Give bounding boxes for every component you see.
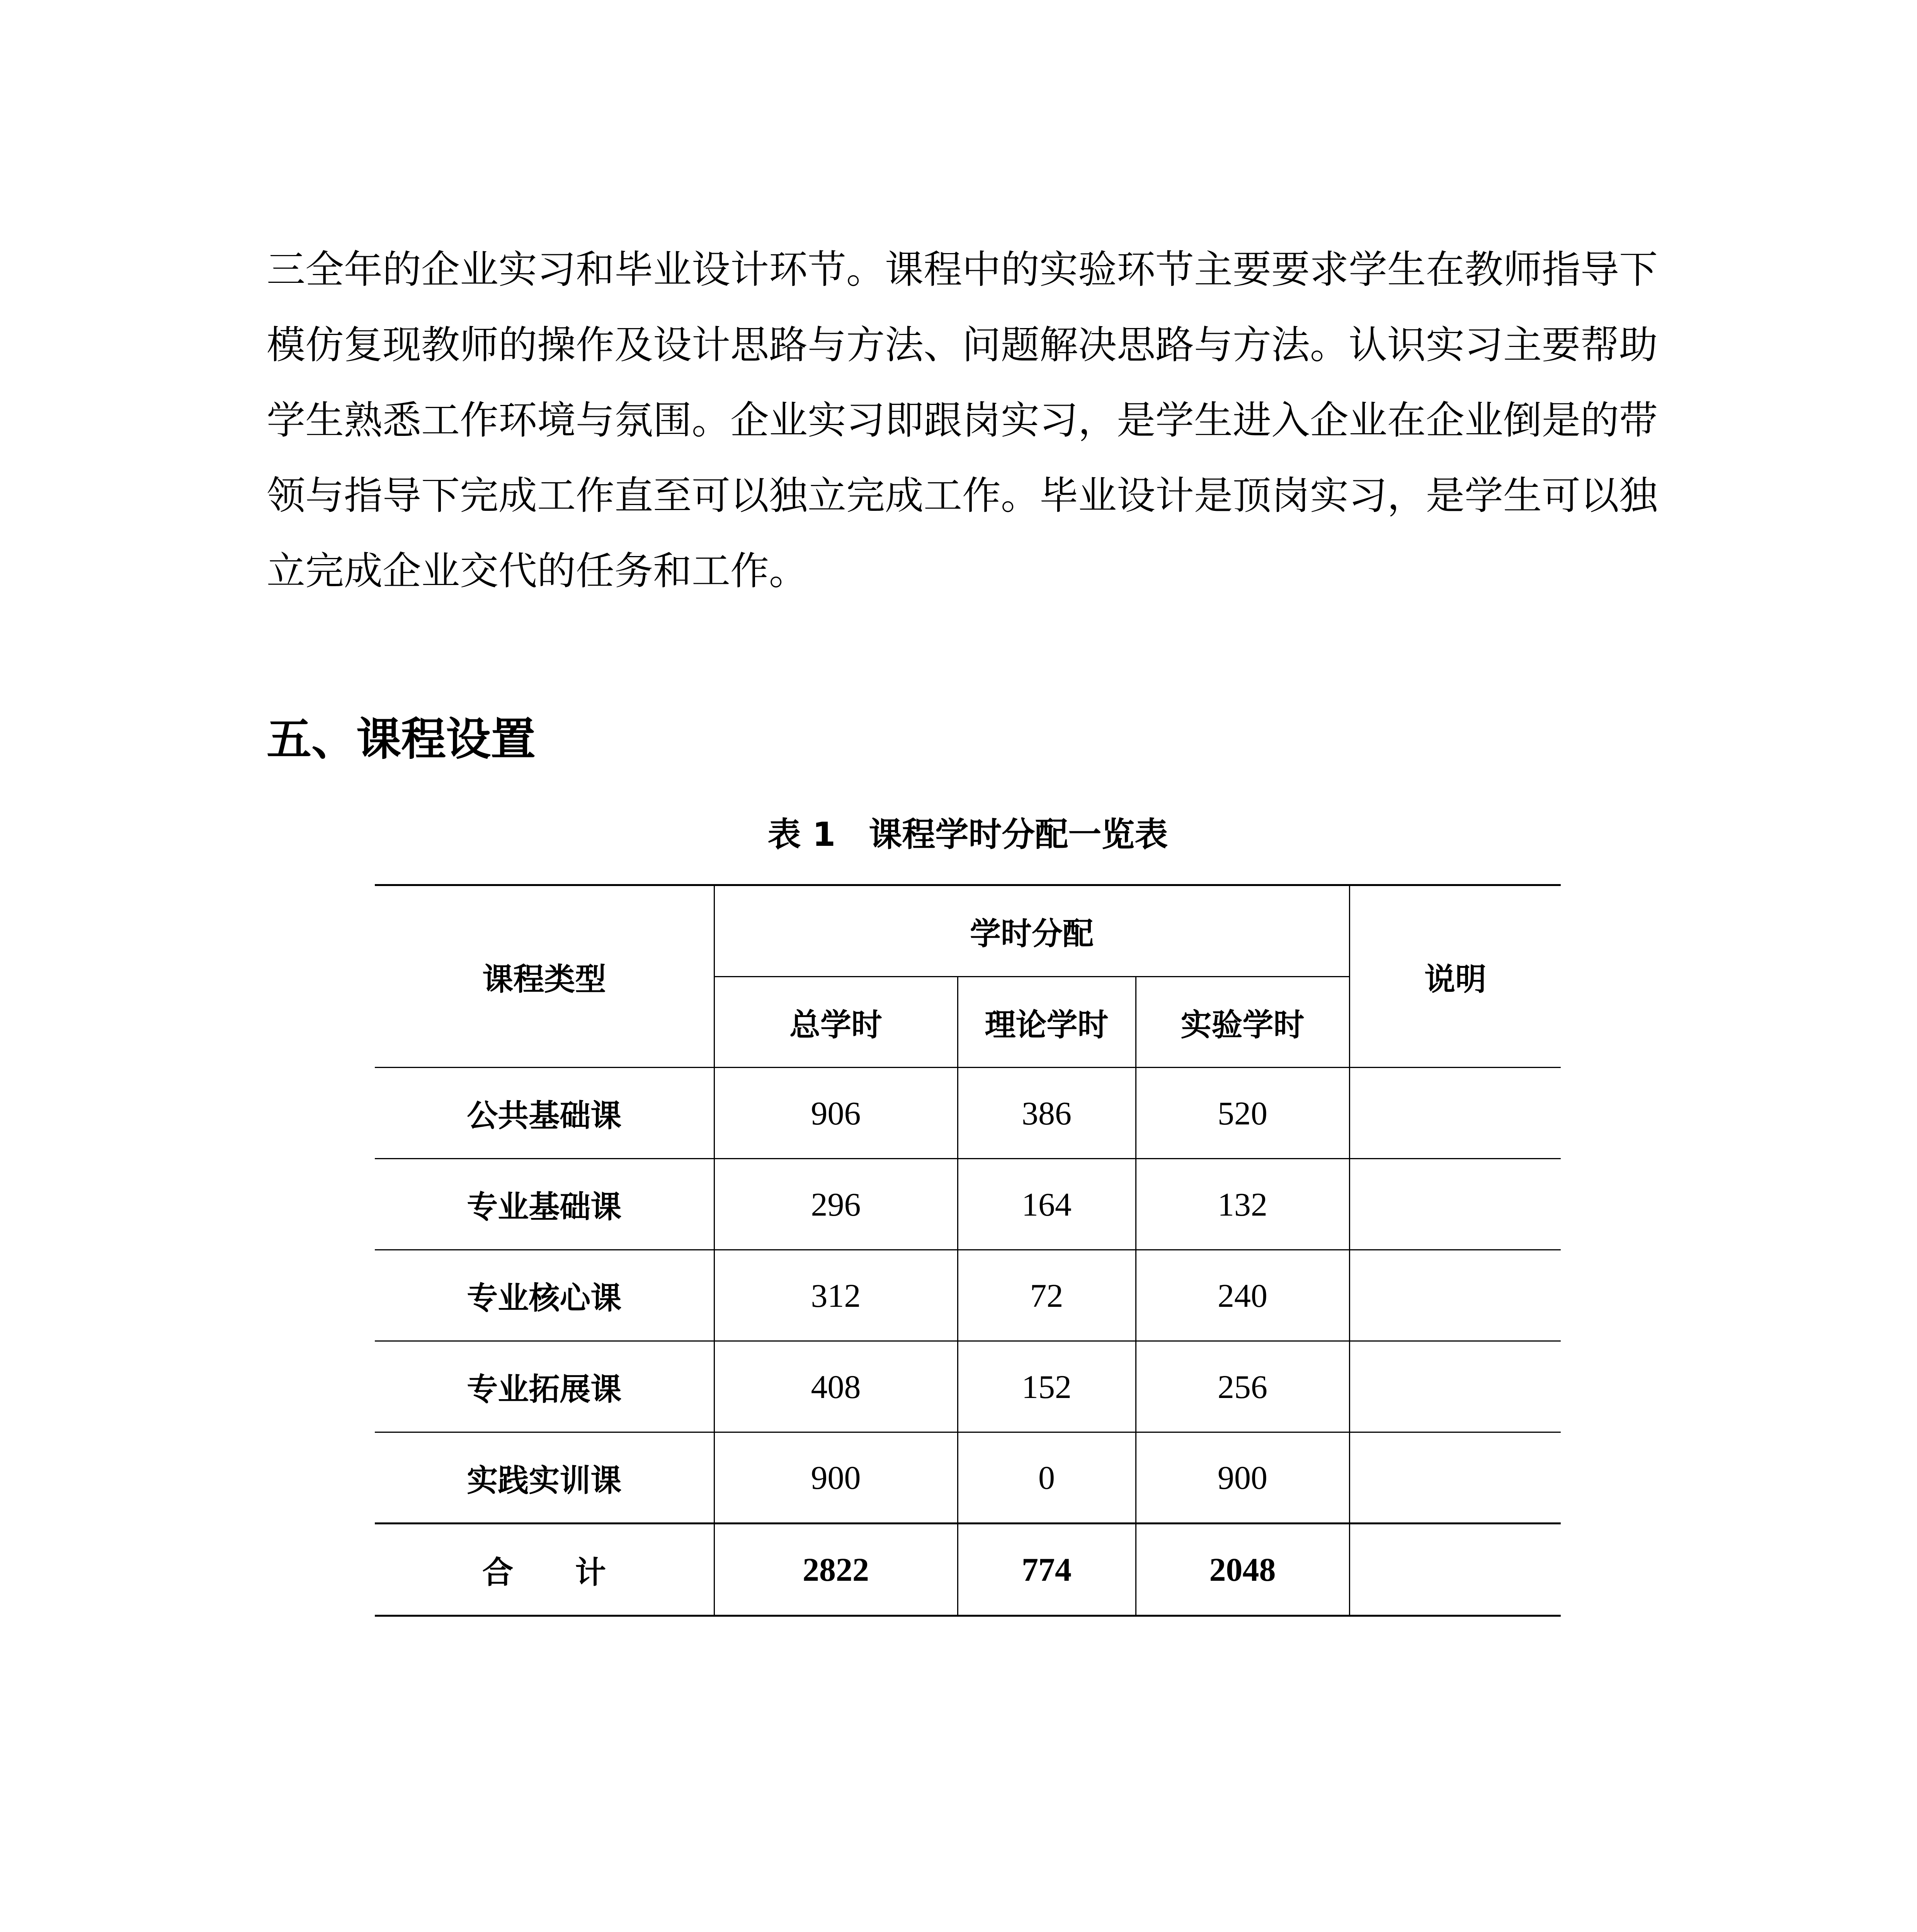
lab-hours-sum: 2048 [1136, 1524, 1349, 1616]
cell-theory-hours: 152 [958, 1341, 1136, 1432]
paragraph-line: 学生熟悉工作环境与氛围。企业实习即跟岗实习，是学生进入企业在企业倒是的带 [267, 398, 1658, 443]
cell-theory-hours: 72 [958, 1250, 1136, 1341]
cell-total-hours: 408 [714, 1341, 958, 1432]
cell-total-hours: 900 [714, 1432, 958, 1524]
cell-course-type: 专业基础课 [375, 1159, 714, 1250]
cell-course-type: 专业拓展课 [375, 1341, 714, 1432]
cell-notes [1349, 1432, 1561, 1524]
cell-lab-hours: 900 [1136, 1432, 1349, 1524]
cell-notes [1349, 1159, 1561, 1250]
total-hours-sum: 2822 [714, 1524, 958, 1616]
header-hours-group: 学时分配 [714, 885, 1349, 977]
table-caption [375, 815, 1561, 854]
header-notes: 说明 [1349, 885, 1561, 1068]
cell-course-type: 专业核心课 [375, 1250, 714, 1341]
header-course-type: 课程类型 [375, 885, 714, 1068]
cell-total-hours: 312 [714, 1250, 958, 1341]
cell-notes [1349, 1250, 1561, 1341]
table-caption-number: 表 1 [767, 815, 836, 854]
paragraph-line: 领与指导下完成工作直至可以独立完成工作。毕业设计是顶岗实习，是学生可以独 [267, 473, 1658, 518]
header-theory-hours: 理论学时 [958, 977, 1136, 1068]
paragraph-line: 立完成企业交代的任务和工作。 [267, 548, 808, 594]
cell-lab-hours: 256 [1136, 1341, 1349, 1432]
total-notes [1349, 1524, 1561, 1616]
cell-theory-hours: 164 [958, 1159, 1136, 1250]
cell-lab-hours: 132 [1136, 1159, 1349, 1250]
cell-notes [1349, 1068, 1561, 1159]
paragraph-line: 三全年的企业实习和毕业设计环节。课程中的实验环节主要要求学生在教师指导下 [267, 247, 1658, 292]
cell-theory-hours: 0 [958, 1432, 1136, 1524]
table-row [375, 1250, 1561, 1341]
table-caption-title: 课程学时分配一览表 [869, 815, 1168, 854]
table-header-row [375, 885, 1561, 977]
header-total-hours: 总学时 [714, 977, 958, 1068]
cell-course-type: 实践实训课 [375, 1432, 714, 1524]
total-label: 合 计 [375, 1524, 714, 1616]
section-heading: 五、课程设置 [267, 713, 536, 765]
cell-lab-hours: 240 [1136, 1250, 1349, 1341]
paragraph-line: 模仿复现教师的操作及设计思路与方法、问题解决思路与方法。认识实习主要帮助 [267, 322, 1658, 367]
cell-course-type: 公共基础课 [375, 1068, 714, 1159]
cell-total-hours: 296 [714, 1159, 958, 1250]
cell-lab-hours: 520 [1136, 1068, 1349, 1159]
header-lab-hours: 实验学时 [1136, 977, 1349, 1068]
cell-total-hours: 906 [714, 1068, 958, 1159]
cell-notes [1349, 1341, 1561, 1432]
table-total-row [375, 1524, 1561, 1616]
table-row [375, 1341, 1561, 1432]
course-hours-table [375, 884, 1561, 1617]
theory-hours-sum: 774 [958, 1524, 1136, 1616]
table-row [375, 1432, 1561, 1524]
table-row [375, 1159, 1561, 1250]
table-row [375, 1068, 1561, 1159]
cell-theory-hours: 386 [958, 1068, 1136, 1159]
